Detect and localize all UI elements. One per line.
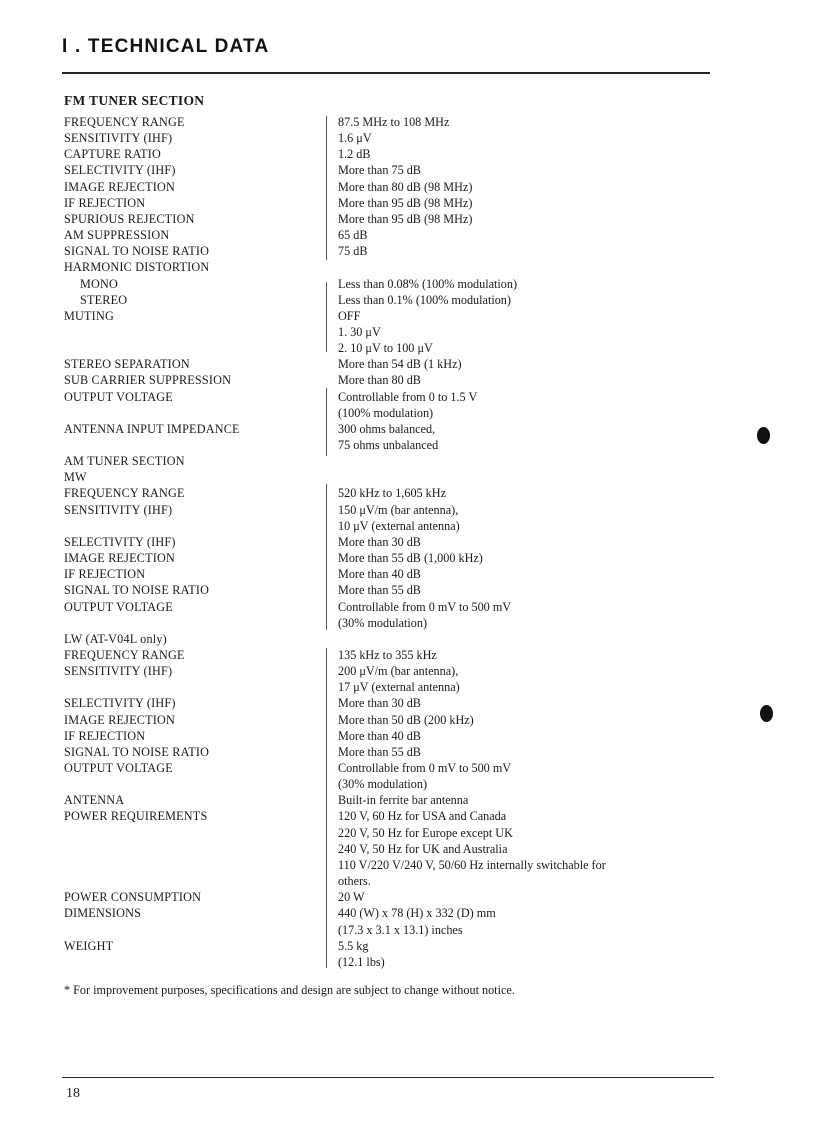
spec-value: More than 80 dB (98 MHz) bbox=[338, 179, 473, 194]
spec-row bbox=[0, 179, 820, 195]
spec-row bbox=[0, 938, 820, 954]
spec-row bbox=[0, 469, 820, 485]
spec-row bbox=[0, 599, 820, 615]
spec-label: AM TUNER SECTION bbox=[64, 454, 185, 469]
spec-value: 5.5 kg bbox=[338, 938, 369, 953]
spec-label: LW (AT-V04L only) bbox=[64, 631, 167, 646]
spec-row bbox=[0, 825, 820, 841]
spec-value: 17 μV (external antenna) bbox=[338, 680, 460, 695]
spec-row bbox=[0, 566, 820, 582]
spec-label: ANTENNA bbox=[64, 793, 125, 808]
spec-label: IF REJECTION bbox=[64, 567, 146, 582]
spec-value: More than 55 dB (1,000 kHz) bbox=[338, 551, 483, 565]
spec-value: 1.6 μV bbox=[338, 131, 372, 146]
spec-row bbox=[0, 647, 820, 663]
spec-value: More than 40 dB bbox=[338, 567, 421, 582]
spec-row bbox=[0, 453, 820, 469]
spec-value: 75 ohms unbalanced bbox=[338, 438, 439, 452]
spec-row bbox=[0, 695, 820, 711]
spec-value: 150 μV/m (bar antenna), bbox=[338, 502, 459, 517]
column-divider bbox=[326, 282, 327, 352]
spec-label: FREQUENCY RANGE bbox=[64, 486, 185, 501]
spec-row bbox=[0, 114, 820, 130]
spec-row bbox=[0, 421, 820, 437]
spec-value: Less than 0.1% (100% modulation) bbox=[338, 292, 511, 307]
spec-row bbox=[0, 663, 820, 679]
spec-value: More than 95 dB (98 MHz) bbox=[338, 211, 473, 226]
spec-row bbox=[0, 356, 820, 372]
spec-label: MONO bbox=[80, 276, 119, 291]
spec-label: IMAGE REJECTION bbox=[64, 712, 175, 727]
spec-label: CAPTURE RATIO bbox=[64, 147, 162, 162]
spec-value: Less than 0.08% (100% modulation) bbox=[338, 276, 518, 291]
spec-label: FREQUENCY RANGE bbox=[64, 115, 185, 129]
spec-label: IF REJECTION bbox=[64, 195, 146, 210]
page-number: 18 bbox=[66, 1086, 80, 1101]
spec-value: (30% modulation) bbox=[338, 615, 428, 630]
spec-value: More than 30 dB bbox=[338, 534, 421, 549]
spec-value: More than 55 dB bbox=[338, 744, 421, 759]
spec-value: 10 μV (external antenna) bbox=[338, 518, 460, 533]
spec-value: 200 μV/m (bar antenna), bbox=[338, 664, 459, 679]
spec-label: SELECTIVITY (IHF) bbox=[64, 163, 176, 178]
spec-row bbox=[0, 195, 820, 211]
spec-value: 220 V, 50 Hz for Europe except UK bbox=[338, 825, 513, 840]
spec-label: SIGNAL TO NOISE RATIO bbox=[64, 744, 210, 759]
spec-label: MW bbox=[64, 470, 87, 485]
spec-label: SELECTIVITY (IHF) bbox=[64, 534, 176, 549]
spec-value: 135 kHz to 355 kHz bbox=[338, 647, 437, 662]
spec-row bbox=[0, 502, 820, 518]
spec-label: SENSITIVITY (IHF) bbox=[64, 131, 173, 146]
spec-row bbox=[0, 211, 820, 227]
spec-value: 20 W bbox=[338, 890, 365, 905]
spec-row bbox=[0, 792, 820, 808]
spec-row bbox=[0, 162, 820, 178]
spec-label: IF REJECTION bbox=[64, 728, 146, 743]
spec-label: SUB CARRIER SUPPRESSION bbox=[64, 373, 232, 388]
spec-row bbox=[0, 437, 820, 453]
spec-label: WEIGHT bbox=[64, 938, 114, 953]
spec-row bbox=[0, 243, 820, 259]
spec-value: More than 75 dB bbox=[338, 163, 421, 178]
spec-label: SENSITIVITY (IHF) bbox=[64, 664, 173, 679]
spec-row bbox=[0, 324, 820, 340]
spec-row bbox=[0, 340, 820, 356]
spec-label: ANTENNA INPUT IMPEDANCE bbox=[64, 421, 240, 436]
spec-row bbox=[0, 679, 820, 695]
spec-row bbox=[0, 582, 820, 598]
spec-value: 1. 30 μV bbox=[338, 324, 381, 339]
spec-value: Controllable from 0 to 1.5 V bbox=[338, 389, 478, 404]
spec-value: OFF bbox=[338, 308, 361, 323]
column-divider bbox=[326, 648, 327, 968]
spec-value: 120 V, 60 Hz for USA and Canada bbox=[338, 809, 507, 824]
spec-row bbox=[0, 873, 820, 889]
spec-value: 87.5 MHz to 108 MHz bbox=[338, 115, 450, 129]
spec-row bbox=[0, 776, 820, 792]
spec-row bbox=[0, 292, 820, 308]
spec-label: HARMONIC DISTORTION bbox=[64, 260, 210, 275]
spec-value: 300 ohms balanced, bbox=[338, 421, 436, 436]
spec-value: 2. 10 μV to 100 μV bbox=[338, 341, 433, 356]
spec-value: More than 95 dB (98 MHz) bbox=[338, 195, 473, 210]
spec-value: More than 55 dB bbox=[338, 583, 421, 598]
spec-row bbox=[0, 518, 820, 534]
bottom-rule bbox=[62, 1077, 714, 1078]
column-divider bbox=[326, 484, 327, 630]
spec-row bbox=[0, 259, 820, 275]
spec-row bbox=[0, 857, 820, 873]
column-divider bbox=[326, 116, 327, 260]
spec-label: OUTPUT VOLTAGE bbox=[64, 599, 173, 614]
spec-value: More than 50 dB (200 kHz) bbox=[338, 712, 474, 727]
spec-value: 75 dB bbox=[338, 244, 368, 259]
spec-row bbox=[0, 534, 820, 550]
spec-label: SENSITIVITY (IHF) bbox=[64, 502, 173, 517]
spec-label: STEREO bbox=[80, 292, 128, 307]
spec-label: OUTPUT VOLTAGE bbox=[64, 389, 173, 404]
spec-row bbox=[0, 146, 820, 162]
spec-value: 110 V/220 V/240 V, 50/60 Hz internally switchable for bbox=[338, 857, 606, 872]
spec-value: Controllable from 0 mV to 500 mV bbox=[338, 761, 512, 775]
spec-row bbox=[0, 760, 820, 776]
spec-value: More than 54 dB (1 kHz) bbox=[338, 357, 462, 372]
spec-value: (12.1 lbs) bbox=[338, 954, 385, 969]
spec-row bbox=[0, 712, 820, 728]
spec-label: MUTING bbox=[64, 308, 114, 323]
spec-row bbox=[0, 485, 820, 501]
spec-label: SIGNAL TO NOISE RATIO bbox=[64, 244, 210, 259]
spec-label: SIGNAL TO NOISE RATIO bbox=[64, 583, 210, 598]
spec-value: 65 dB bbox=[338, 228, 368, 242]
spec-label: SELECTIVITY (IHF) bbox=[64, 696, 176, 711]
spec-value: Built-in ferrite bar antenna bbox=[338, 793, 469, 808]
spec-row bbox=[0, 405, 820, 421]
spec-row bbox=[0, 276, 820, 292]
spec-row bbox=[0, 889, 820, 905]
spec-value: More than 30 dB bbox=[338, 696, 421, 711]
spec-label: AM SUPPRESSION bbox=[64, 228, 170, 242]
spec-label: SPURIOUS REJECTION bbox=[64, 211, 195, 226]
spec-label: IMAGE REJECTION bbox=[64, 179, 175, 194]
spec-value: others. bbox=[338, 874, 371, 888]
spec-value: (17.3 x 3.1 x 13.1) inches bbox=[338, 922, 463, 937]
spec-value: Controllable from 0 mV to 500 mV bbox=[338, 599, 512, 614]
spec-row bbox=[0, 130, 820, 146]
spec-value: (100% modulation) bbox=[338, 405, 434, 420]
spec-row bbox=[0, 728, 820, 744]
binder-hole-mark bbox=[757, 427, 770, 444]
spec-row bbox=[0, 841, 820, 857]
column-divider bbox=[326, 388, 327, 456]
fm-section-heading: FM TUNER SECTION bbox=[64, 93, 205, 108]
spec-row bbox=[0, 808, 820, 824]
spec-label: DIMENSIONS bbox=[64, 906, 142, 921]
spec-row bbox=[0, 389, 820, 405]
page-title: I . TECHNICAL DATA bbox=[62, 36, 270, 57]
spec-row bbox=[0, 905, 820, 921]
spec-row bbox=[0, 922, 820, 938]
spec-label: IMAGE REJECTION bbox=[64, 551, 175, 565]
spec-label: FREQUENCY RANGE bbox=[64, 647, 185, 662]
spec-value: 440 (W) x 78 (H) x 332 (D) mm bbox=[338, 906, 496, 921]
spec-row bbox=[0, 631, 820, 647]
spec-value: More than 40 dB bbox=[338, 728, 421, 743]
spec-row bbox=[0, 308, 820, 324]
spec-row bbox=[0, 615, 820, 631]
spec-row bbox=[0, 744, 820, 760]
spec-value: 240 V, 50 Hz for UK and Australia bbox=[338, 841, 508, 856]
spec-row bbox=[0, 550, 820, 566]
spec-row bbox=[0, 372, 820, 388]
spec-label: POWER REQUIREMENTS bbox=[64, 809, 208, 824]
footnote: * For improvement purposes, specifications and design are subject to change without notice. bbox=[64, 983, 515, 997]
spec-label: POWER CONSUMPTION bbox=[64, 890, 202, 905]
spec-value: 520 kHz to 1,605 kHz bbox=[338, 486, 446, 501]
spec-row bbox=[0, 227, 820, 243]
spec-label: OUTPUT VOLTAGE bbox=[64, 761, 173, 775]
spec-value: (30% modulation) bbox=[338, 777, 428, 792]
binder-hole-mark bbox=[760, 705, 773, 722]
spec-label: STEREO SEPARATION bbox=[64, 357, 190, 372]
spec-value: More than 80 dB bbox=[338, 373, 421, 388]
spec-value: 1.2 dB bbox=[338, 147, 371, 162]
spec-row bbox=[0, 954, 820, 970]
